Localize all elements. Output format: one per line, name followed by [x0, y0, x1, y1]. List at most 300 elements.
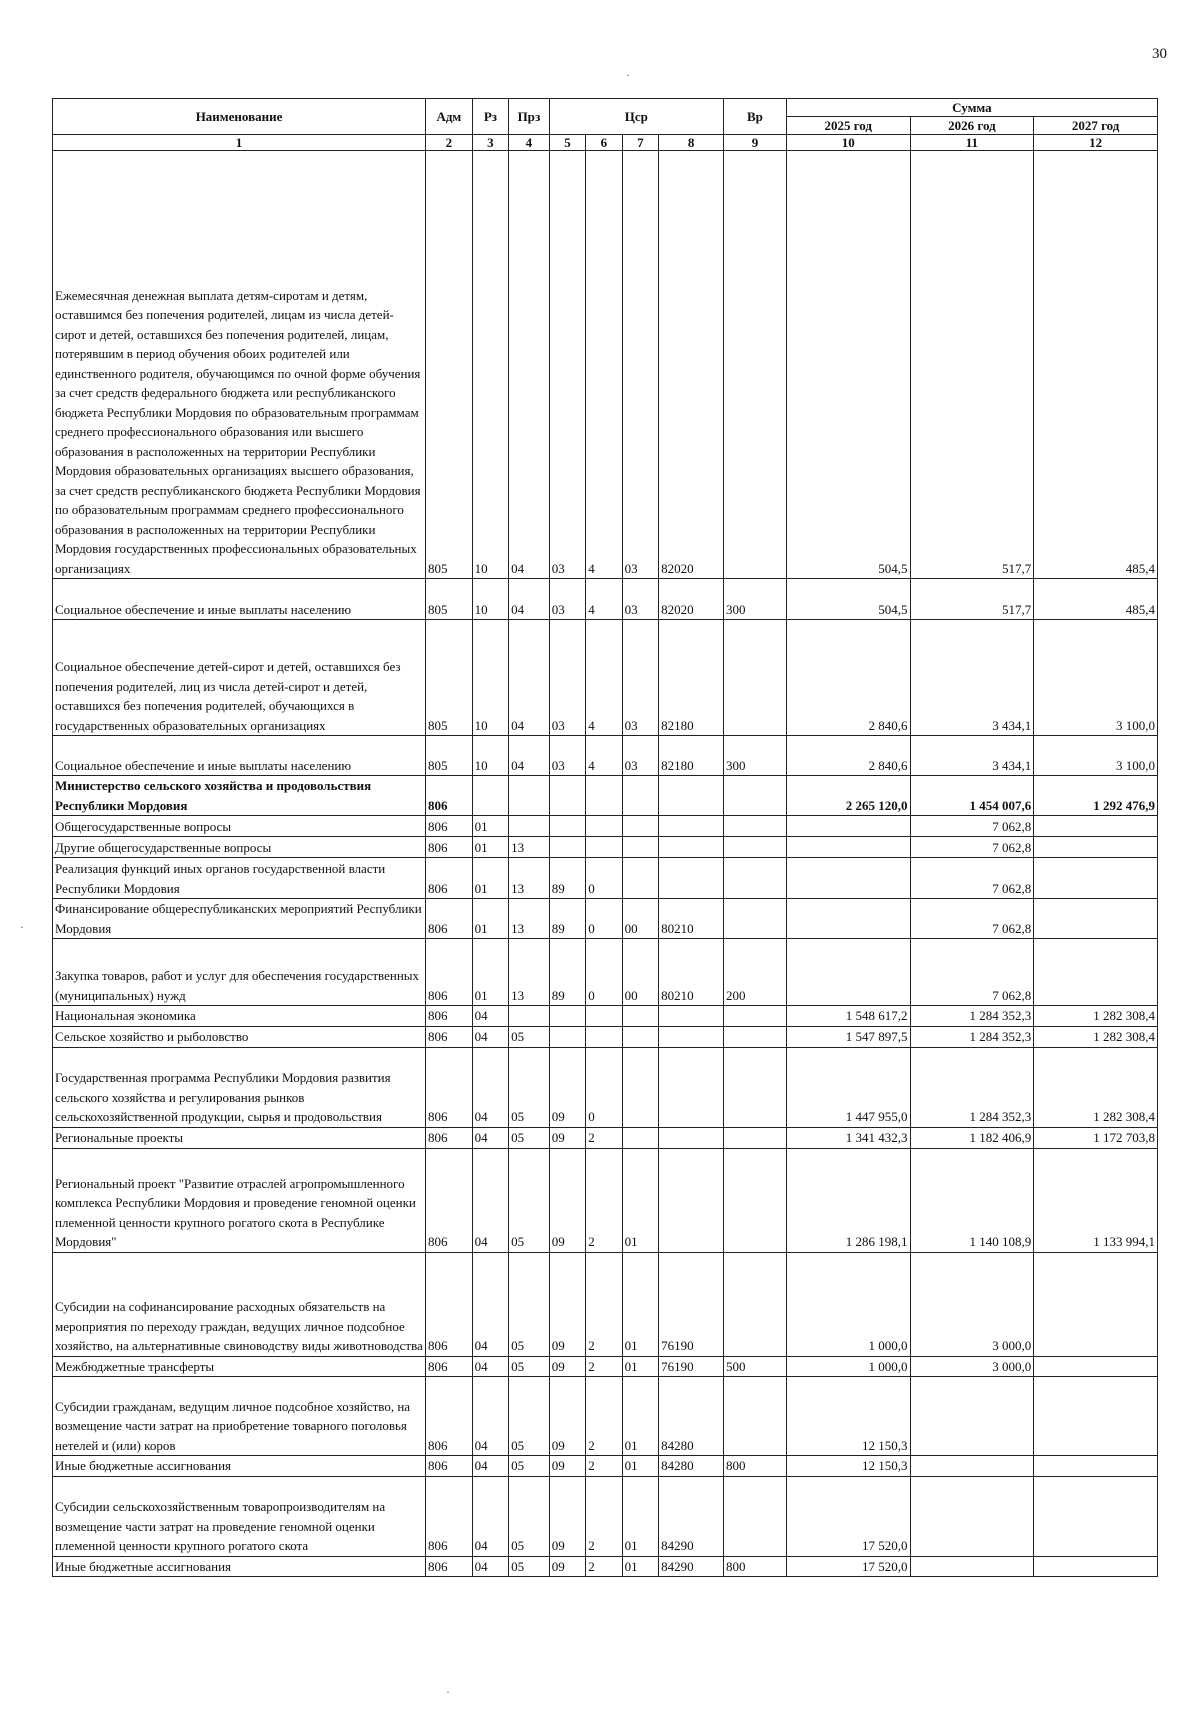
cell-vr	[724, 816, 787, 837]
cell-c6: 0	[586, 1047, 622, 1127]
cell-adm: 806	[426, 1047, 473, 1127]
cell-c8	[659, 1026, 724, 1047]
cell-s2026: 3 434,1	[910, 620, 1034, 736]
cell-rz: 01	[472, 858, 508, 899]
cell-rz	[472, 776, 508, 816]
cell-c5: 09	[549, 1047, 585, 1127]
cell-c6: 0	[586, 939, 622, 1006]
table-row	[53, 837, 1158, 858]
cell-vr	[724, 1026, 787, 1047]
cell-vr	[724, 1047, 787, 1127]
cell-prz: 05	[509, 1252, 550, 1356]
cell-name: Ежемесячная денежная выплата детям-сиротам и детям, оставшимся без попечения родителей, лицам из числа детей-сирот и детей, оставшихся без попечения родителей, лицам, потерявшим в период обучения обоих родителей или единственного родителя, обучающимся по очной форме обучения за счет средств федерального бюджета или республиканского бюджета Республики Мордовия по образовательным программам среднего профессионального образования или высшего образования в расположенных на территории Республики Мордовия образовательных организациях высшего образования, за счет средств республиканского бюджета Республики Мордовия по образовательным программам среднего профессионального образования в расположенных на территории Республики Мордовия государственных профессиональных образовательных организациях	[53, 151, 426, 579]
cell-adm: 806	[426, 1556, 473, 1577]
scan-mark: ·	[20, 920, 24, 934]
cell-c7	[622, 816, 658, 837]
cell-s2026: 1 182 406,9	[910, 1127, 1034, 1148]
cell-c8	[659, 816, 724, 837]
cell-prz: 05	[509, 1356, 550, 1377]
cell-name: Государственная программа Республики Мордовия развития сельского хозяйства и регулирования рынков сельскохозяйственной продукции, сырья и продовольствия	[53, 1047, 426, 1127]
table-row	[53, 1476, 1158, 1556]
cell-name: Реализация функций иных органов государственной власти Республики Мордовия	[53, 858, 426, 899]
cell-rz: 04	[472, 1026, 508, 1047]
header-tsr: Цср	[549, 99, 723, 135]
cell-vr	[724, 1252, 787, 1356]
col-num: 1	[53, 135, 426, 151]
cell-prz: 05	[509, 1148, 550, 1252]
cell-c6: 4	[586, 736, 622, 776]
col-num: 9	[724, 135, 787, 151]
table-row	[53, 1047, 1158, 1127]
cell-s2027: 3 100,0	[1034, 736, 1158, 776]
cell-adm: 806	[426, 899, 473, 939]
cell-adm: 806	[426, 776, 473, 816]
table-row	[53, 939, 1158, 1006]
cell-name: Социальное обеспечение и иные выплаты населению	[53, 736, 426, 776]
cell-c5: 09	[549, 1356, 585, 1377]
cell-c6	[586, 1026, 622, 1047]
cell-name: Региональный проект "Развитие отраслей агропромышленного комплекса Республики Мордовия и проведение геномной оценки племенной ценности крупного рогатого скота в Республике Мордовия"	[53, 1148, 426, 1252]
cell-c7	[622, 858, 658, 899]
cell-name: Общегосударственные вопросы	[53, 816, 426, 837]
table-row	[53, 579, 1158, 620]
cell-name: Иные бюджетные ассигнования	[53, 1456, 426, 1477]
cell-c7: 01	[622, 1377, 658, 1456]
cell-c7: 01	[622, 1476, 658, 1556]
cell-prz	[509, 816, 550, 837]
cell-c8: 82020	[659, 151, 724, 579]
cell-rz: 04	[472, 1377, 508, 1456]
cell-c5	[549, 1006, 585, 1027]
cell-vr	[724, 899, 787, 939]
cell-c6: 2	[586, 1377, 622, 1456]
cell-s2027	[1034, 858, 1158, 899]
header-summa: Сумма	[786, 99, 1157, 117]
cell-c5: 03	[549, 620, 585, 736]
cell-name: Закупка товаров, работ и услуг для обеспечения государственных (муниципальных) нужд	[53, 939, 426, 1006]
cell-vr: 300	[724, 579, 787, 620]
cell-s2027	[1034, 1476, 1158, 1556]
cell-s2026: 1 140 108,9	[910, 1148, 1034, 1252]
cell-s2025	[786, 837, 910, 858]
cell-s2026: 3 000,0	[910, 1252, 1034, 1356]
cell-s2026: 7 062,8	[910, 837, 1034, 858]
cell-c8: 82180	[659, 736, 724, 776]
cell-vr	[724, 1006, 787, 1027]
cell-c6: 4	[586, 579, 622, 620]
cell-rz: 01	[472, 899, 508, 939]
scan-mark: ·	[446, 1685, 450, 1699]
cell-vr: 800	[724, 1456, 787, 1477]
cell-name: Социальное обеспечение и иные выплаты населению	[53, 579, 426, 620]
cell-s2026: 3 434,1	[910, 736, 1034, 776]
cell-s2027: 1 282 308,4	[1034, 1006, 1158, 1027]
cell-s2027	[1034, 837, 1158, 858]
cell-s2026: 1 284 352,3	[910, 1026, 1034, 1047]
cell-c6	[586, 837, 622, 858]
cell-s2025: 504,5	[786, 579, 910, 620]
cell-rz: 01	[472, 816, 508, 837]
cell-s2025: 504,5	[786, 151, 910, 579]
header-rz: Рз	[472, 99, 508, 135]
table-row	[53, 1556, 1158, 1577]
cell-c5: 09	[549, 1456, 585, 1477]
cell-vr: 200	[724, 939, 787, 1006]
cell-s2026: 517,7	[910, 579, 1034, 620]
cell-c5	[549, 837, 585, 858]
cell-prz: 13	[509, 899, 550, 939]
cell-rz: 10	[472, 620, 508, 736]
cell-s2026: 1 284 352,3	[910, 1047, 1034, 1127]
cell-c5: 03	[549, 579, 585, 620]
col-num: 8	[659, 135, 724, 151]
budget-table	[52, 98, 1158, 1577]
cell-c7: 01	[622, 1148, 658, 1252]
header-2027: 2027 год	[1034, 117, 1158, 135]
cell-prz: 13	[509, 837, 550, 858]
col-num: 10	[786, 135, 910, 151]
col-num: 5	[549, 135, 585, 151]
cell-rz: 10	[472, 579, 508, 620]
cell-s2027: 1 282 308,4	[1034, 1047, 1158, 1127]
cell-s2027: 1 282 308,4	[1034, 1026, 1158, 1047]
cell-rz: 04	[472, 1047, 508, 1127]
cell-s2026: 7 062,8	[910, 816, 1034, 837]
cell-c6: 2	[586, 1456, 622, 1477]
cell-rz: 04	[472, 1356, 508, 1377]
cell-name: Национальная экономика	[53, 1006, 426, 1027]
cell-vr	[724, 1148, 787, 1252]
cell-s2026: 517,7	[910, 151, 1034, 579]
cell-s2027: 3 100,0	[1034, 620, 1158, 736]
cell-adm: 805	[426, 579, 473, 620]
cell-s2026	[910, 1377, 1034, 1456]
cell-adm: 805	[426, 151, 473, 579]
cell-c7	[622, 1006, 658, 1027]
cell-c5: 03	[549, 736, 585, 776]
cell-adm: 805	[426, 736, 473, 776]
cell-c7	[622, 1047, 658, 1127]
cell-c7	[622, 1026, 658, 1047]
cell-name: Субсидии сельскохозяйственным товаропроизводителям на возмещение части затрат на проведение геномной оценки племенной ценности крупного рогатого скота	[53, 1476, 426, 1556]
header-name: Наименование	[53, 99, 426, 135]
cell-adm: 806	[426, 1127, 473, 1148]
table-row	[53, 1006, 1158, 1027]
column-numbers-row	[53, 135, 1158, 151]
col-num: 6	[586, 135, 622, 151]
cell-c6: 0	[586, 899, 622, 939]
cell-c5: 09	[549, 1476, 585, 1556]
cell-s2027	[1034, 1356, 1158, 1377]
cell-s2025: 12 150,3	[786, 1456, 910, 1477]
cell-c5: 09	[549, 1556, 585, 1577]
cell-c5	[549, 816, 585, 837]
cell-c8	[659, 1047, 724, 1127]
cell-name: Сельское хозяйство и рыболовство	[53, 1026, 426, 1047]
cell-adm: 806	[426, 1476, 473, 1556]
cell-vr	[724, 1127, 787, 1148]
cell-s2026: 1 284 352,3	[910, 1006, 1034, 1027]
cell-c6: 2	[586, 1127, 622, 1148]
cell-s2027: 1 133 994,1	[1034, 1148, 1158, 1252]
cell-s2026: 7 062,8	[910, 899, 1034, 939]
page-number: 30	[1152, 46, 1167, 62]
cell-c7	[622, 837, 658, 858]
cell-c5: 09	[549, 1127, 585, 1148]
col-num: 7	[622, 135, 658, 151]
cell-c8	[659, 858, 724, 899]
table-row	[53, 1252, 1158, 1356]
cell-c6	[586, 816, 622, 837]
cell-s2025	[786, 939, 910, 1006]
cell-name: Министерство сельского хозяйства и продовольствия Республики Мордовия	[53, 776, 426, 816]
cell-prz: 13	[509, 858, 550, 899]
cell-vr	[724, 837, 787, 858]
cell-s2027	[1034, 1252, 1158, 1356]
cell-c7: 00	[622, 939, 658, 1006]
cell-s2025: 17 520,0	[786, 1556, 910, 1577]
cell-s2026: 7 062,8	[910, 858, 1034, 899]
cell-c6: 2	[586, 1252, 622, 1356]
cell-c7: 00	[622, 899, 658, 939]
cell-rz: 04	[472, 1006, 508, 1027]
cell-vr	[724, 1476, 787, 1556]
cell-c5: 89	[549, 939, 585, 1006]
table-row	[53, 816, 1158, 837]
cell-prz: 04	[509, 579, 550, 620]
scan-mark: ·	[626, 68, 630, 82]
cell-s2025: 2 840,6	[786, 620, 910, 736]
cell-s2026: 1 454 007,6	[910, 776, 1034, 816]
cell-s2027: 485,4	[1034, 151, 1158, 579]
cell-name: Субсидии на софинансирование расходных обязательств на мероприятия по переходу граждан, ведущих личное подсобное хозяйство, на альтернативные свиноводству виды животноводства	[53, 1252, 426, 1356]
cell-c6	[586, 1006, 622, 1027]
table-row	[53, 899, 1158, 939]
cell-vr	[724, 1377, 787, 1456]
cell-vr: 800	[724, 1556, 787, 1577]
cell-prz: 05	[509, 1127, 550, 1148]
cell-rz: 01	[472, 939, 508, 1006]
header-vr: Вр	[724, 99, 787, 135]
cell-prz: 04	[509, 736, 550, 776]
cell-adm: 805	[426, 620, 473, 736]
cell-s2027: 485,4	[1034, 579, 1158, 620]
cell-adm: 806	[426, 837, 473, 858]
cell-prz: 05	[509, 1556, 550, 1577]
header-adm: Адм	[426, 99, 473, 135]
col-num: 4	[509, 135, 550, 151]
cell-adm: 806	[426, 1026, 473, 1047]
cell-vr	[724, 151, 787, 579]
table-row	[53, 1148, 1158, 1252]
table-row	[53, 1356, 1158, 1377]
cell-prz: 13	[509, 939, 550, 1006]
cell-c6: 2	[586, 1556, 622, 1577]
cell-rz: 01	[472, 837, 508, 858]
cell-s2027	[1034, 1556, 1158, 1577]
cell-adm: 806	[426, 939, 473, 1006]
cell-adm: 806	[426, 858, 473, 899]
cell-s2026	[910, 1456, 1034, 1477]
cell-c6: 4	[586, 151, 622, 579]
cell-c8: 84280	[659, 1456, 724, 1477]
cell-c6: 2	[586, 1476, 622, 1556]
cell-name: Межбюджетные трансферты	[53, 1356, 426, 1377]
cell-rz: 04	[472, 1252, 508, 1356]
cell-s2026: 3 000,0	[910, 1356, 1034, 1377]
header-2025: 2025 год	[786, 117, 910, 135]
cell-prz	[509, 776, 550, 816]
cell-vr	[724, 620, 787, 736]
cell-adm: 806	[426, 1252, 473, 1356]
col-num: 3	[472, 135, 508, 151]
cell-name: Субсидии гражданам, ведущим личное подсобное хозяйство, на возмещение части затрат на приобретение товарного поголовья нетелей и (или) коров	[53, 1377, 426, 1456]
cell-s2025: 1 000,0	[786, 1252, 910, 1356]
cell-c6: 2	[586, 1148, 622, 1252]
cell-rz: 04	[472, 1456, 508, 1477]
cell-c7: 01	[622, 1556, 658, 1577]
cell-rz: 04	[472, 1148, 508, 1252]
cell-c5	[549, 776, 585, 816]
cell-c6	[586, 776, 622, 816]
col-num: 12	[1034, 135, 1158, 151]
cell-s2025: 1 341 432,3	[786, 1127, 910, 1148]
cell-c5: 09	[549, 1252, 585, 1356]
cell-rz: 04	[472, 1556, 508, 1577]
cell-c8: 76190	[659, 1252, 724, 1356]
cell-s2025: 1 548 617,2	[786, 1006, 910, 1027]
table-row	[53, 858, 1158, 899]
cell-s2025: 12 150,3	[786, 1377, 910, 1456]
cell-s2026: 7 062,8	[910, 939, 1034, 1006]
header-prz: Прз	[509, 99, 550, 135]
cell-s2025	[786, 816, 910, 837]
table-row	[53, 776, 1158, 816]
cell-c8	[659, 1006, 724, 1027]
cell-c5	[549, 1026, 585, 1047]
cell-prz: 05	[509, 1456, 550, 1477]
cell-s2025	[786, 899, 910, 939]
cell-c8	[659, 1148, 724, 1252]
cell-s2025	[786, 858, 910, 899]
cell-vr: 300	[724, 736, 787, 776]
cell-c6: 0	[586, 858, 622, 899]
cell-s2027	[1034, 816, 1158, 837]
table-row	[53, 1026, 1158, 1047]
cell-name: Социальное обеспечение детей-сирот и детей, оставшихся без попечения родителей, лиц из числа детей-сирот и детей, оставшихся без попечения родителей, обучающихся в государственных образовательных организациях	[53, 620, 426, 736]
cell-c7: 03	[622, 620, 658, 736]
header-2026: 2026 год	[910, 117, 1034, 135]
cell-s2026	[910, 1556, 1034, 1577]
cell-c8: 80210	[659, 899, 724, 939]
cell-c8: 84280	[659, 1377, 724, 1456]
table-row	[53, 620, 1158, 736]
cell-s2027: 1 172 703,8	[1034, 1127, 1158, 1148]
cell-s2025: 1 000,0	[786, 1356, 910, 1377]
cell-c7: 03	[622, 736, 658, 776]
cell-s2027	[1034, 939, 1158, 1006]
cell-c8: 82180	[659, 620, 724, 736]
cell-adm: 806	[426, 1356, 473, 1377]
cell-rz: 04	[472, 1476, 508, 1556]
cell-c8: 84290	[659, 1556, 724, 1577]
cell-c7: 03	[622, 151, 658, 579]
cell-s2027	[1034, 1456, 1158, 1477]
cell-s2025: 17 520,0	[786, 1476, 910, 1556]
cell-s2027: 1 292 476,9	[1034, 776, 1158, 816]
cell-vr	[724, 858, 787, 899]
col-num: 11	[910, 135, 1034, 151]
cell-c7: 01	[622, 1456, 658, 1477]
cell-prz	[509, 1006, 550, 1027]
cell-c8: 82020	[659, 579, 724, 620]
cell-adm: 806	[426, 1377, 473, 1456]
cell-rz: 10	[472, 736, 508, 776]
cell-adm: 806	[426, 1148, 473, 1252]
cell-c5: 89	[549, 899, 585, 939]
cell-c7	[622, 776, 658, 816]
cell-c5: 09	[549, 1148, 585, 1252]
cell-s2025: 1 286 198,1	[786, 1148, 910, 1252]
cell-c8: 80210	[659, 939, 724, 1006]
cell-c7: 01	[622, 1252, 658, 1356]
cell-c8	[659, 837, 724, 858]
cell-c6: 4	[586, 620, 622, 736]
cell-prz: 04	[509, 151, 550, 579]
table-row	[53, 1456, 1158, 1477]
cell-s2025: 2 265 120,0	[786, 776, 910, 816]
table-row	[53, 736, 1158, 776]
cell-name: Региональные проекты	[53, 1127, 426, 1148]
cell-c8	[659, 776, 724, 816]
table-row	[53, 1127, 1158, 1148]
cell-prz: 05	[509, 1047, 550, 1127]
cell-c8: 76190	[659, 1356, 724, 1377]
col-num: 2	[426, 135, 473, 151]
cell-s2026	[910, 1476, 1034, 1556]
cell-name: Иные бюджетные ассигнования	[53, 1556, 426, 1577]
cell-c8: 84290	[659, 1476, 724, 1556]
cell-name: Другие общегосударственные вопросы	[53, 837, 426, 858]
cell-prz: 05	[509, 1377, 550, 1456]
cell-c5: 03	[549, 151, 585, 579]
cell-prz: 05	[509, 1026, 550, 1047]
cell-c5: 89	[549, 858, 585, 899]
cell-s2027	[1034, 899, 1158, 939]
cell-s2027	[1034, 1377, 1158, 1456]
cell-s2025: 2 840,6	[786, 736, 910, 776]
cell-adm: 806	[426, 816, 473, 837]
cell-adm: 806	[426, 1006, 473, 1027]
cell-prz: 05	[509, 1476, 550, 1556]
cell-c6: 2	[586, 1356, 622, 1377]
cell-rz: 04	[472, 1127, 508, 1148]
cell-c8	[659, 1127, 724, 1148]
cell-c7	[622, 1127, 658, 1148]
cell-prz: 04	[509, 620, 550, 736]
table-row	[53, 1377, 1158, 1456]
cell-name: Финансирование общереспубликанских мероприятий Республики Мордовия	[53, 899, 426, 939]
cell-c7: 01	[622, 1356, 658, 1377]
cell-s2025: 1 547 897,5	[786, 1026, 910, 1047]
cell-c5: 09	[549, 1377, 585, 1456]
cell-rz: 10	[472, 151, 508, 579]
cell-vr: 500	[724, 1356, 787, 1377]
cell-s2025: 1 447 955,0	[786, 1047, 910, 1127]
cell-c7: 03	[622, 579, 658, 620]
cell-adm: 806	[426, 1456, 473, 1477]
table-row	[53, 151, 1158, 579]
